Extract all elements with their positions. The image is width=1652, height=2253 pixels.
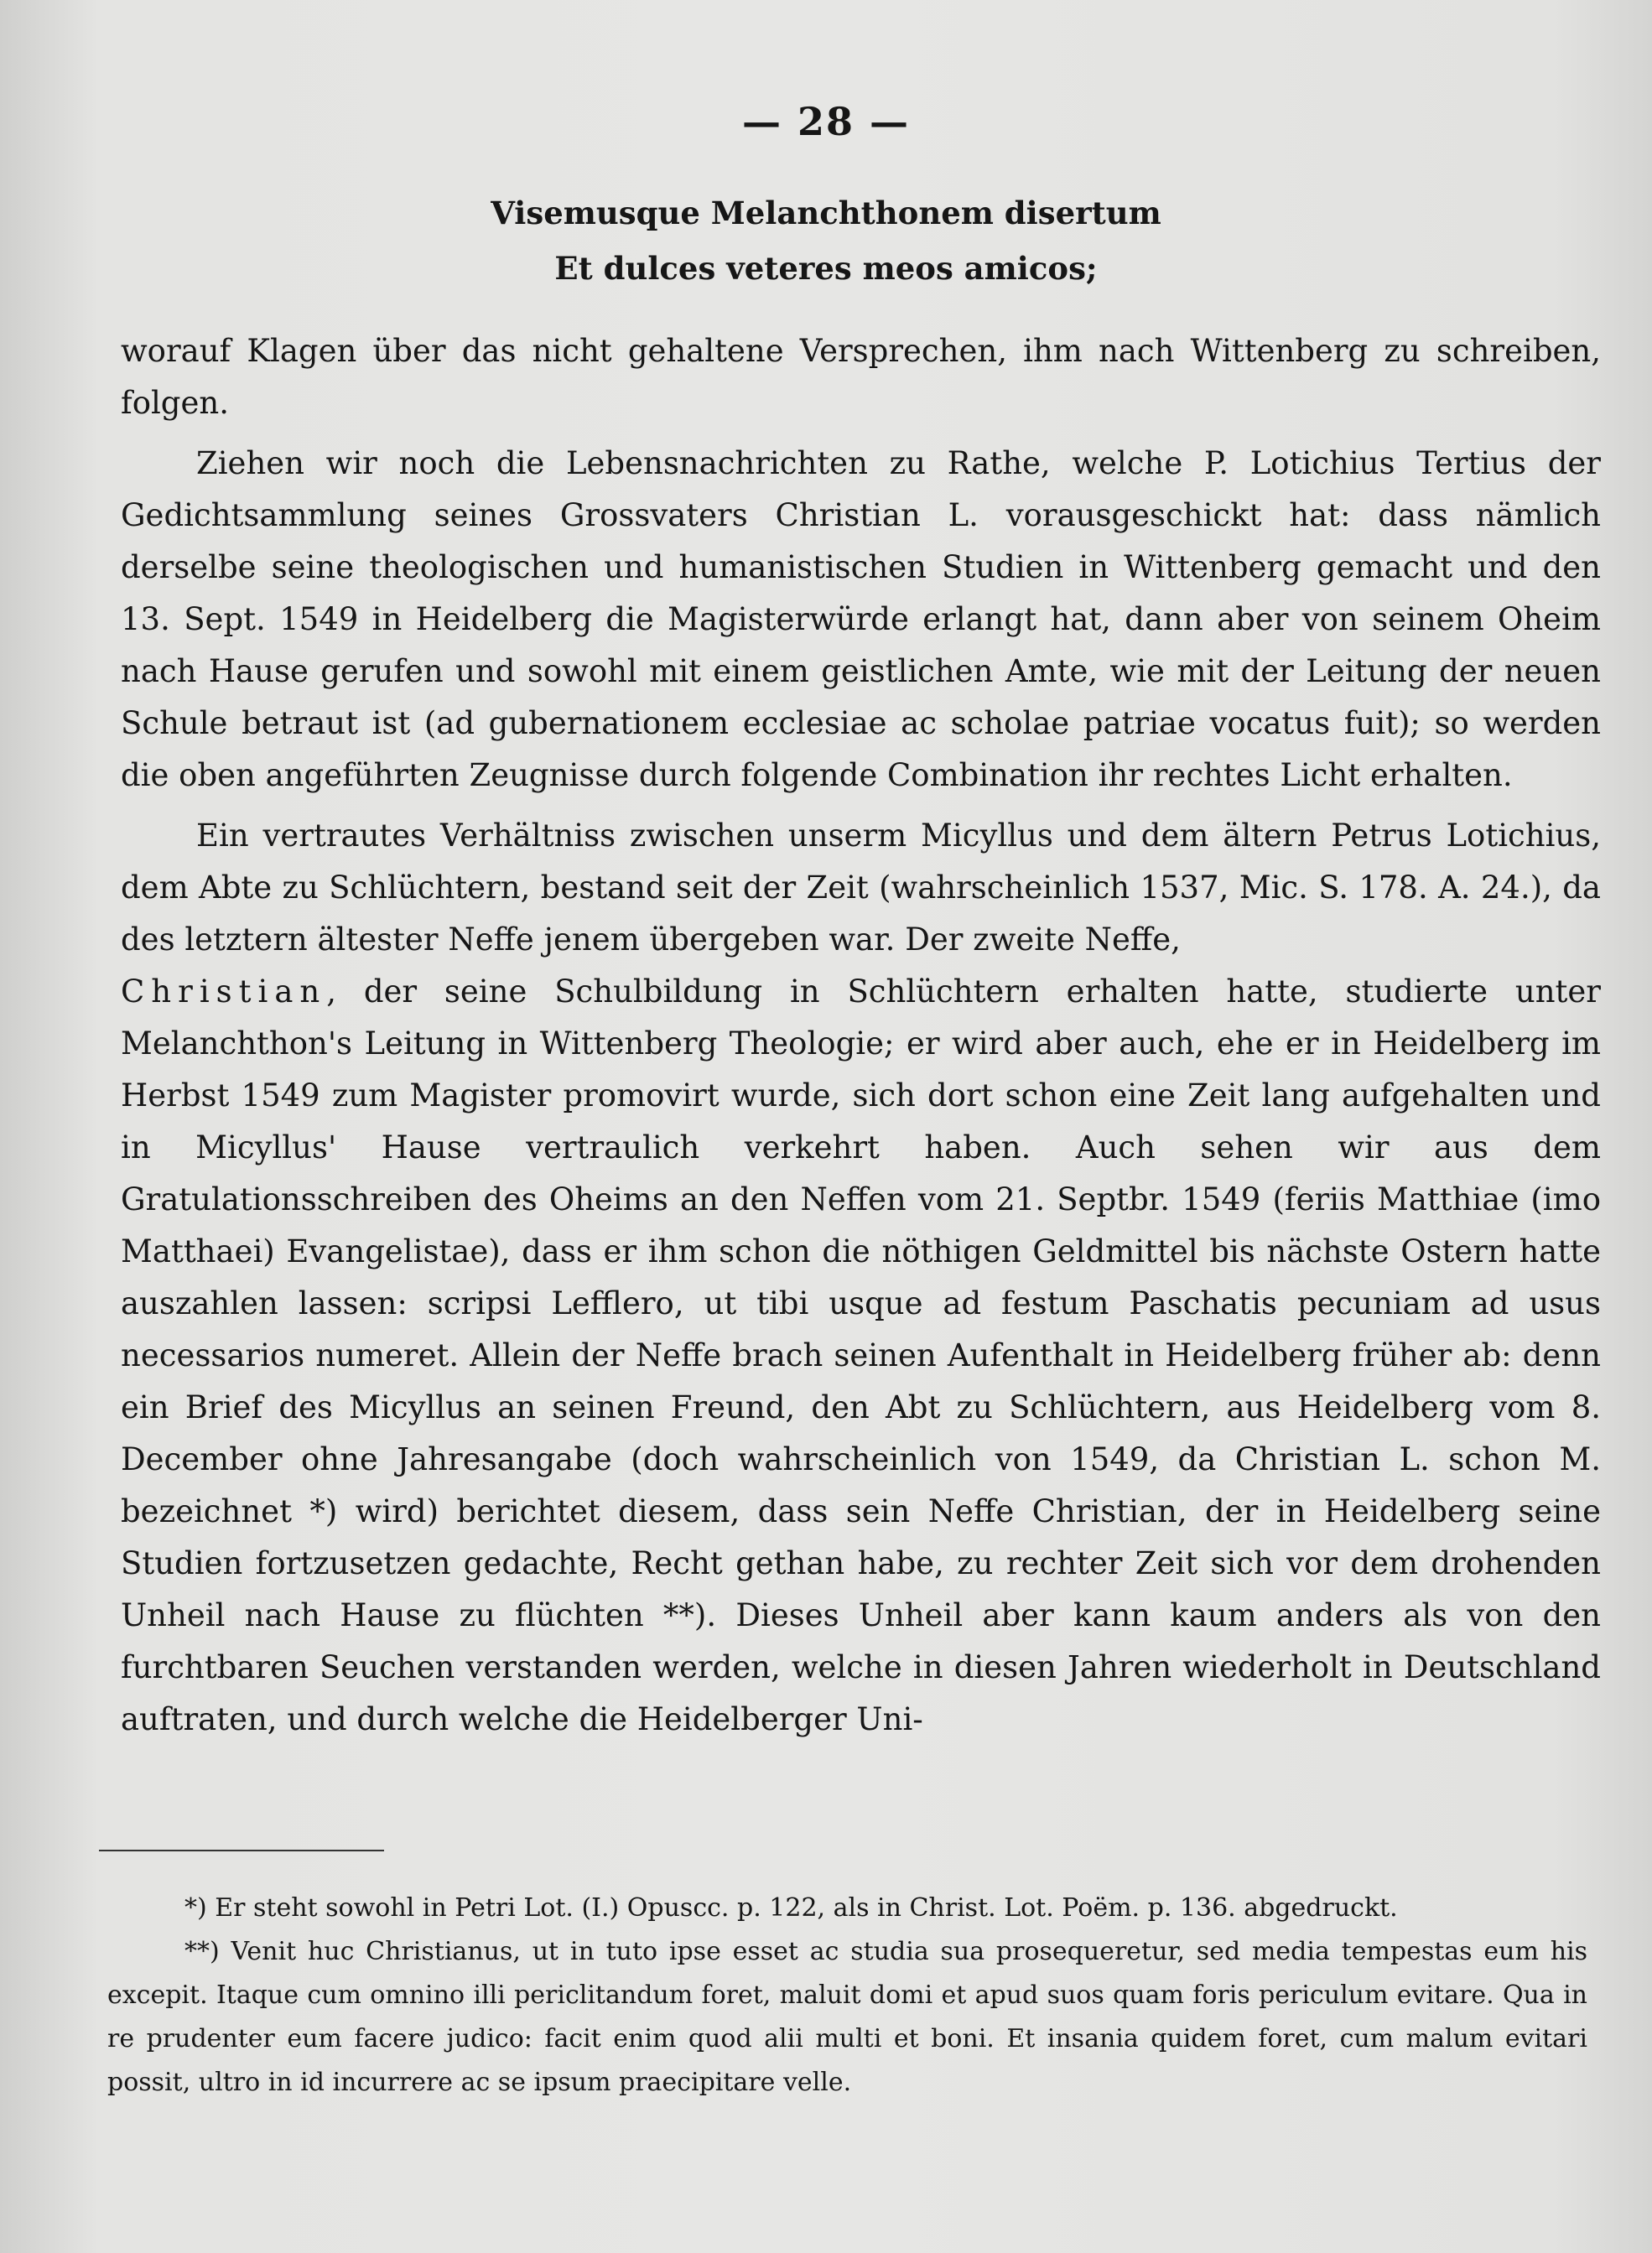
- paragraph-1: worauf Klagen über das nicht gehaltene Versprechen, ihm nach Wittenberg zu schreiben, folgen.: [121, 333, 1601, 421]
- footnote-divider: [99, 1850, 384, 1851]
- paragraph-3: [121, 810, 1601, 1746]
- footnotes: [107, 1887, 1587, 2105]
- page-number: — 28 —: [741, 99, 911, 144]
- paragraph-2: Ziehen wir noch die Lebensnachrichten zu Rathe, welche P. Lotichius Tertius der Gedichtsammlung seines Grossvaters Christian L. vorausgeschickt hat: dass nämlich derselbe seine theologischen und humanistischen Studien in Wittenberg gemacht und den 13. Sept. 1549 in Heidelberg die Magisterwürde erlangt hat, dann aber von seinem Oheim nach Hause gerufen und sowohl mit einem geistlichen Amte, wie mit der Leitung der neuen Schule betraut ist (ad gubernationem ecclesiae ac scholae patriae vocatus fuit); so werden die oben angeführten Zeugnisse durch folgende Combination ihr rechtes Licht erhalten.: [121, 445, 1601, 793]
- body-text: [121, 325, 1601, 1754]
- footnote-2: **) Venit huc Christianus, ut in tuto ipse esset ac studia sua prosequeretur, sed media tempestas eum his excepit. Itaque cum omnino illi periclitandum foret, maluit domi et apud suos quam foris periculum evitare. Qua in re prudenter eum facere judico: facit enim quod alii multi et boni. Et insania quidem foret, cum malum evitari possit, ultro in id incurrere ac se ipsum praecipitare velle.: [107, 1937, 1587, 2097]
- verse-line-2: Et dulces veteres meos amicos;: [554, 250, 1098, 287]
- paragraph-3-end: , der seine Schulbildung in Schlüchtern erhalten hatte, studierte unter Melanchthon's Leitung in Wittenberg Theologie; er wird aber auch, ehe er in Heidelberg im Herbst 1549 zum Magister promovirt wurde, sich dort schon eine Zeit lang aufgehalten und in Micyllus' Hause vertraulich verkehrt haben. Auch sehen wir aus dem Gratulationsschreiben des Oheims an den Neffen vom 21. Septbr. 1549 (feriis Matthiae (imo Matthaei) Evangelistae), dass er ihm schon die nöthigen Geldmittel bis nächste Ostern hatte auszahlen lassen: scripsi Lefflero, ut tibi usque ad festum Paschatis pecuniam ad usus necessarios numeret. Allein der Neffe brach seinen Aufenthalt in Heidelberg früher ab: denn ein Brief des Micyllus an seinen Freund, den Abt zu Schlüchtern, aus Heidelberg vom 8. December ohne Jahresangabe (doch wahrscheinlich von 1549, da Christian L. schon M. bezeichnet *) wird) berichtet diesem, dass sein Neffe Christian, der in Heidelberg seine Studien fortzusetzen gedachte, Recht gethan habe, zu rechter Zeit sich vor dem drohenden Unheil nach Hause zu flüchten **). Dieses Unheil aber kann kaum anders als von den furchtbaren Seuchen verstanden werden, welche in diesen Jahren wiederholt in Deutschland auftraten, und durch welche die Heidelberger Uni-: [121, 973, 1601, 1737]
- verse-line-1: Visemusque Melanchthonem disertum: [491, 195, 1161, 231]
- footnote-1: *) Er steht sowohl in Petri Lot. (I.) Opuscc. p. 122, als in Christ. Lot. Poëm. p. 136. abgedruckt.: [184, 1893, 1398, 1923]
- paragraph-3-start: Ein vertrautes Verhältniss zwischen unserm Micyllus und dem ältern Petrus Lotichius, dem Abte zu Schlüchtern, bestand seit der Zeit (wahrscheinlich 1537, Mic. S. 178. A. 24.), da des letztern ältester Neffe jenem übergeben war. Der zweite Neffe,: [121, 818, 1601, 958]
- spaced-name-christian: Christian: [121, 973, 327, 1010]
